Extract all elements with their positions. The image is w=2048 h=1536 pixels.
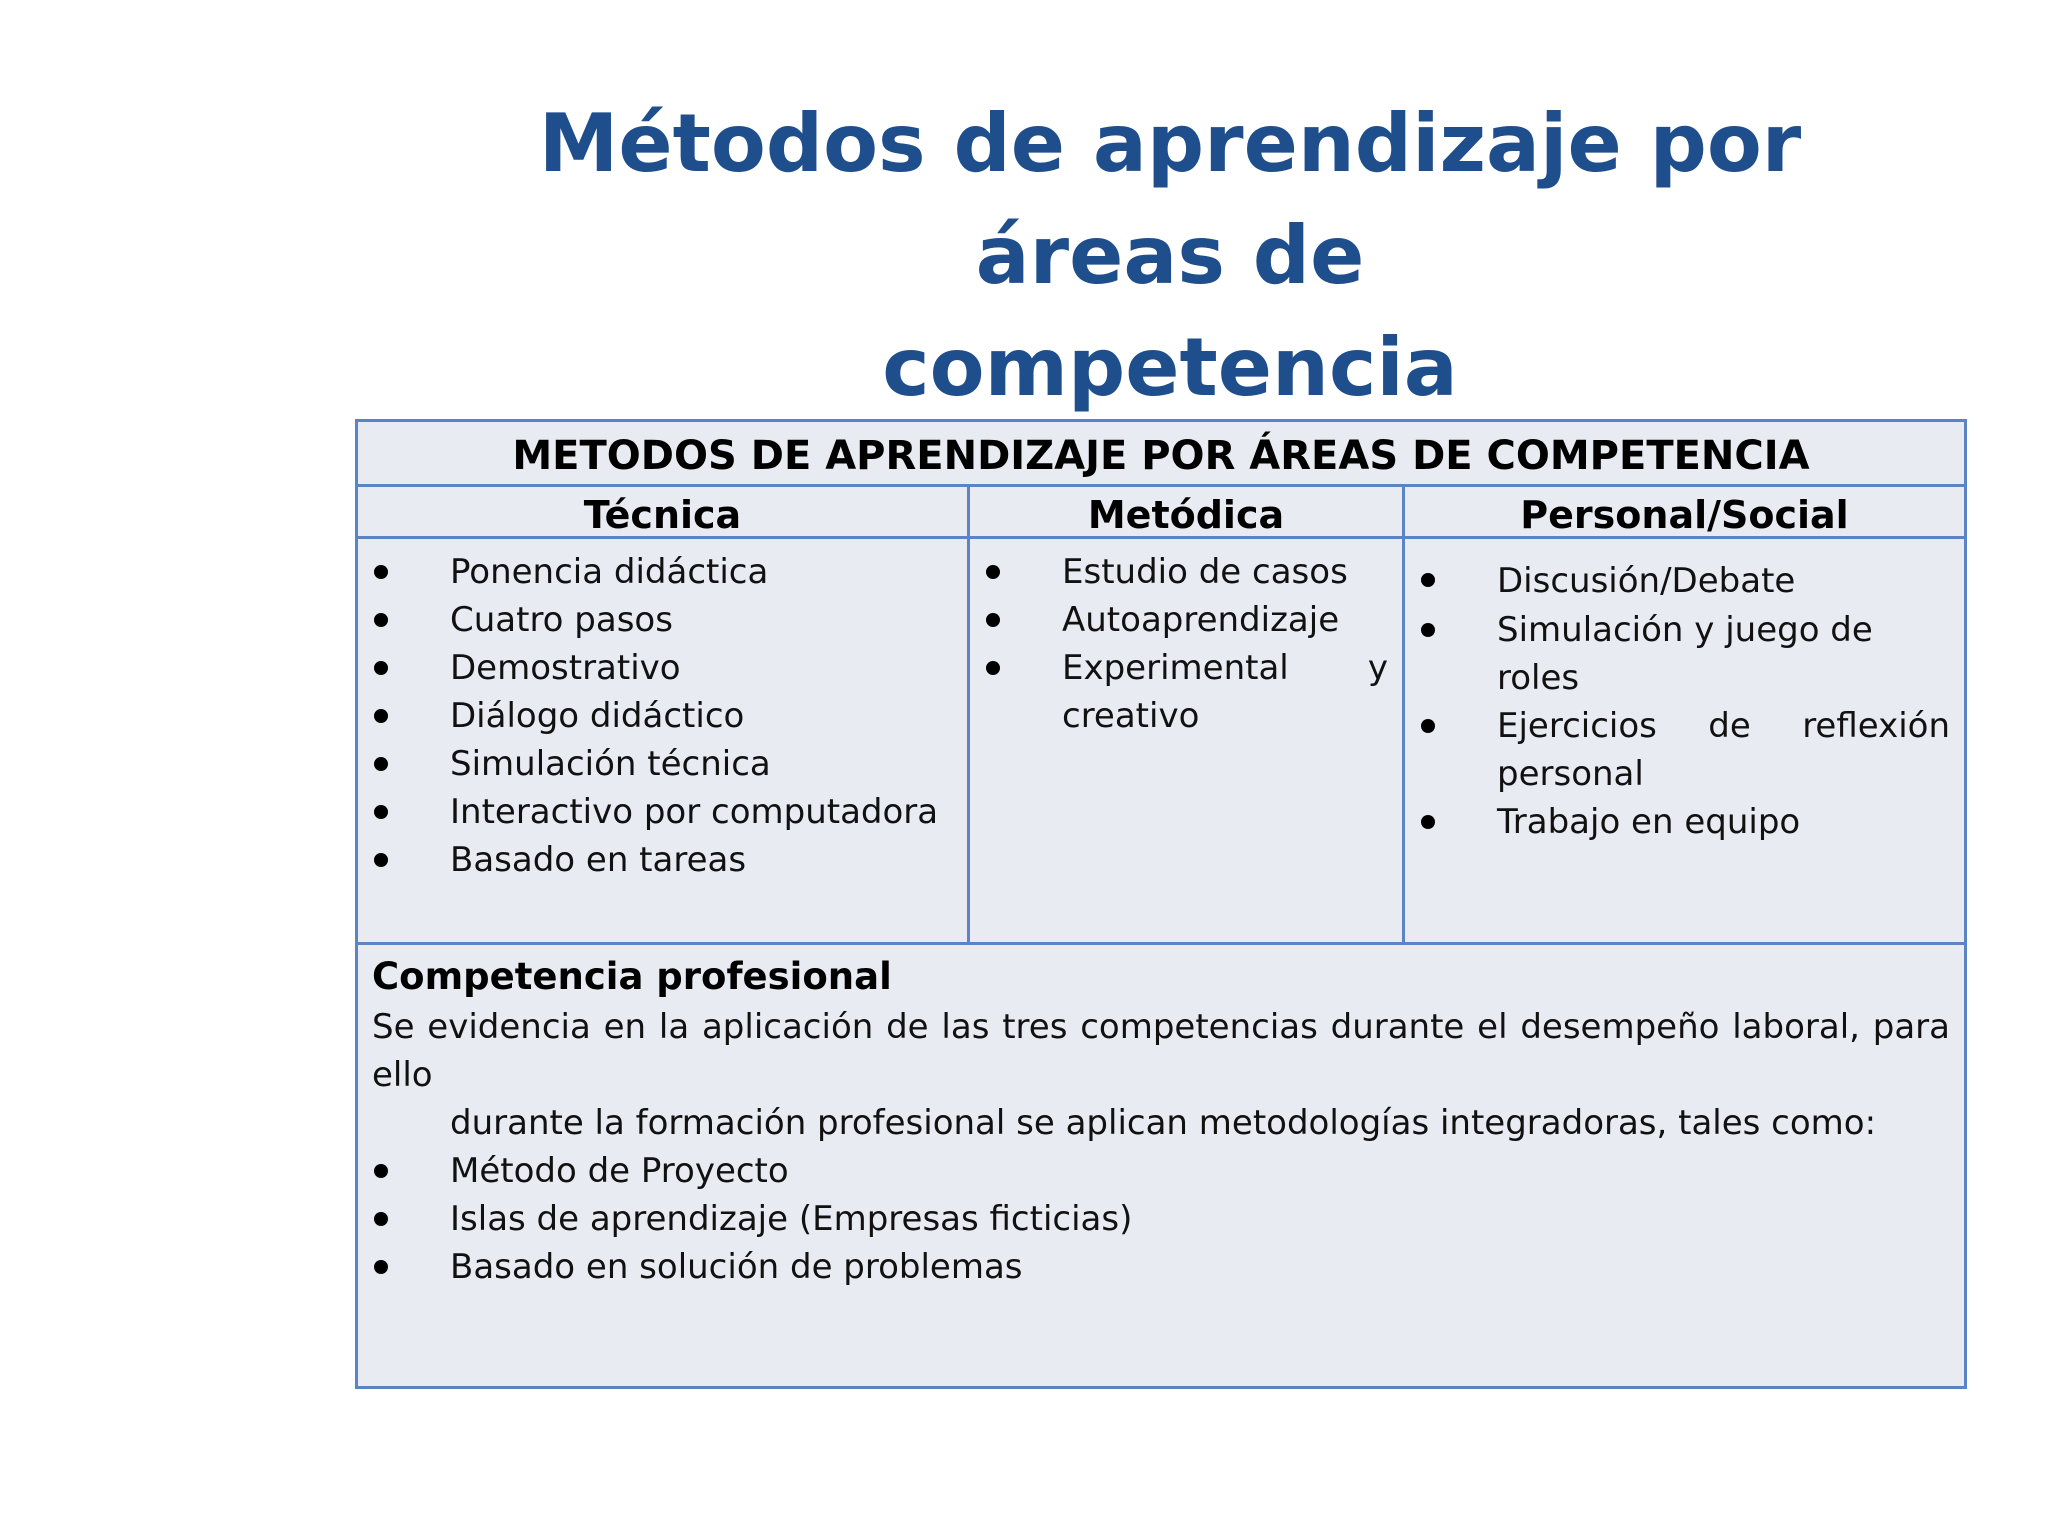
personal-social-list	[1405, 556, 1950, 846]
list-item: Basado en solución de problemas	[358, 1243, 1950, 1291]
list-item: Ejercicios de reflexión personal	[1405, 702, 1950, 798]
methods-table	[355, 419, 1967, 1389]
list-item: Interactivo por computadora	[358, 788, 957, 836]
bullet-icon	[374, 1260, 388, 1274]
list-item: Simulación y juego de roles	[1405, 606, 1950, 702]
column-header-metodica: Metódica	[970, 487, 1402, 539]
list-item: Experimental y creativo	[970, 644, 1388, 740]
list-item: Autoaprendizaje	[970, 596, 1388, 644]
bullet-icon	[1421, 573, 1435, 587]
competencia-title: Competencia profesional	[372, 955, 892, 998]
list-item: Cuatro pasos	[358, 596, 957, 644]
justified-line: Ejercicios de reflexión	[1497, 706, 1950, 746]
table-heading: METODOS DE APRENDIZAJE POR ÁREAS DE COMPETENCIA	[358, 422, 1964, 487]
bullet-icon	[1421, 623, 1435, 637]
slide-title	[420, 88, 1920, 424]
bullet-icon	[1421, 719, 1435, 733]
bullet-icon	[374, 709, 388, 723]
bullet-icon	[1421, 815, 1435, 829]
bullet-icon	[374, 853, 388, 867]
bullet-icon	[986, 661, 1000, 675]
bullet-icon	[374, 757, 388, 771]
competencia-list	[358, 1147, 1950, 1291]
bullet-icon	[374, 661, 388, 675]
slide-title-line-1: Métodos de aprendizaje por áreas de	[538, 97, 1802, 302]
bullet-icon	[374, 1164, 388, 1178]
column-header-personal-social: Personal/Social	[1405, 487, 1964, 539]
bullet-icon	[374, 1212, 388, 1226]
slide-title-line-2: competencia	[882, 321, 1458, 414]
competencia-profesional-section	[358, 945, 1964, 1386]
list-item: Demostrativo	[358, 644, 957, 692]
list-item: Islas de aprendizaje (Empresas ficticias)	[358, 1195, 1950, 1243]
list-item: Ponencia didáctica	[358, 548, 957, 596]
competencia-description: Se evidencia en la aplicación de las tres competencias durante el desempeño laboral, para ello durante la formación profesional se aplican metodologías integradoras, tales como:	[372, 1007, 1950, 1143]
list-item: Diálogo didáctico	[358, 692, 957, 740]
bullet-icon	[374, 565, 388, 579]
column-body-tecnica	[358, 542, 967, 945]
metodica-list	[970, 548, 1388, 740]
list-item: Discusión/Debate	[1405, 556, 1950, 606]
column-header-tecnica: Técnica	[358, 487, 967, 539]
bullet-icon	[374, 805, 388, 819]
list-item: Simulación técnica	[358, 740, 957, 788]
tecnica-list	[358, 548, 957, 884]
bullet-icon	[374, 613, 388, 627]
bullet-icon	[986, 565, 1000, 579]
list-item: Estudio de casos	[970, 548, 1388, 596]
column-body-metodica	[970, 542, 1402, 945]
list-item: Método de Proyecto	[358, 1147, 1950, 1195]
bullet-icon	[986, 613, 1000, 627]
list-item: Trabajo en equipo	[1405, 798, 1950, 846]
justified-line: Experimental y	[1062, 648, 1388, 688]
column-body-personal-social	[1405, 542, 1964, 945]
list-item: Basado en tareas	[358, 836, 957, 884]
